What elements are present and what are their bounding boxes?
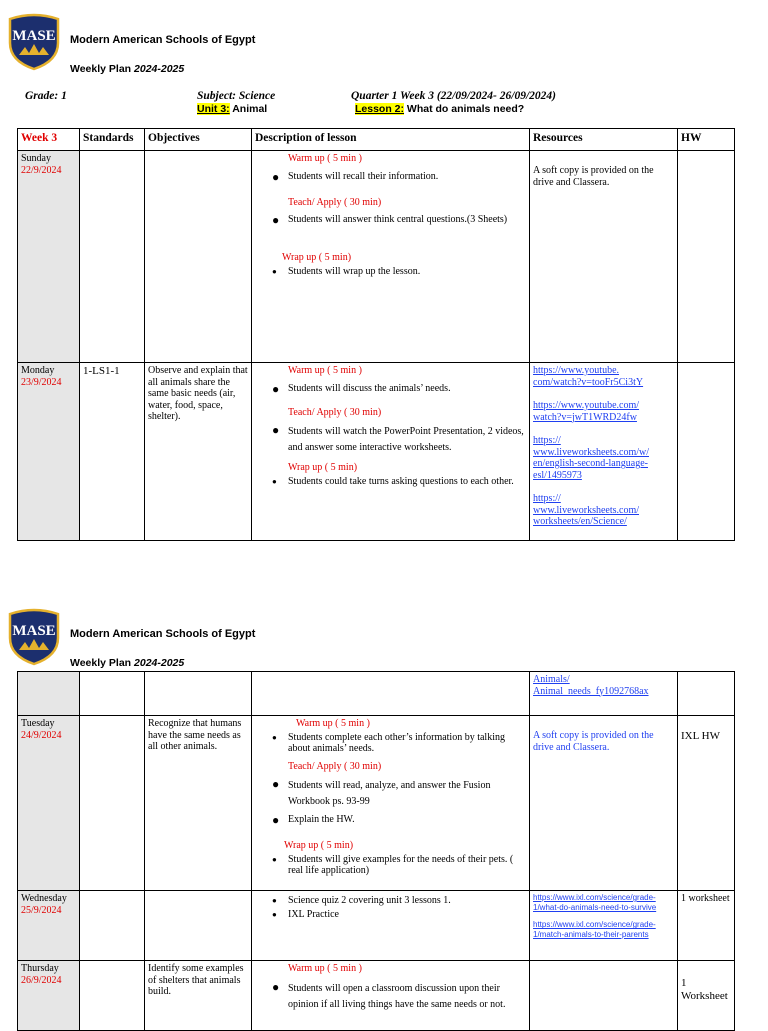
weekly-plan-title xyxy=(70,63,184,75)
plan-years: 2024-2025 xyxy=(134,63,185,75)
description-cell xyxy=(252,151,530,363)
subject-label: Subject: Science xyxy=(197,90,276,102)
table-row xyxy=(18,891,735,961)
bullet-icon: ● xyxy=(272,266,277,276)
resource-link[interactable]: https://www.youtube. com/watch?v=tooFr5Ci3tY xyxy=(533,365,644,388)
col-week: Week 3 xyxy=(18,129,80,151)
hw-cell xyxy=(678,716,735,891)
teach-apply-heading: Teach/ Apply ( 30 min) xyxy=(288,196,382,208)
hw-cell xyxy=(678,891,735,961)
hw-text: 1 Worksheet xyxy=(681,977,728,1002)
lesson-label xyxy=(355,103,524,115)
quarter-label: Quarter 1 Week 3 (22/09/2024- 26/09/2024) xyxy=(351,90,556,102)
bullet-icon: ● xyxy=(272,910,277,919)
bullet-text: IXL Practice xyxy=(288,909,339,920)
bullet-text: Students will watch the PowerPoint Presentation, 2 videos, and answer some interactive worksheets. xyxy=(288,426,524,453)
standards-cell xyxy=(80,961,145,1031)
bullet-text: Students will open a classroom discussion upon their opinion if all living things have the same needs or not. xyxy=(288,982,506,1010)
resource-link[interactable]: https:// www.liveworksheets.com/w/ en/english-second-language- esl/1495973 xyxy=(533,435,649,481)
standards-cell xyxy=(80,672,145,716)
day-cell xyxy=(18,363,80,541)
svg-text:MASE: MASE xyxy=(12,623,56,639)
description-cell xyxy=(252,672,530,716)
standards-cell xyxy=(80,891,145,961)
bullet-icon: ● xyxy=(272,777,280,791)
warm-up-heading: Warm up ( 5 min ) xyxy=(288,963,362,974)
hw-text: IXL HW xyxy=(681,730,720,742)
col-standards: Standards xyxy=(80,129,145,151)
col-resources: Resources xyxy=(530,129,678,151)
warm-up-heading: Warm up ( 5 min ) xyxy=(288,365,362,376)
resources-cell xyxy=(530,363,678,541)
objectives-cell: Recognize that humans have the same needs as all other animals. xyxy=(145,716,252,891)
bullet-icon: ● xyxy=(272,854,277,864)
col-hw: HW xyxy=(678,129,735,151)
objectives-cell xyxy=(145,891,252,961)
plan-years: 2024-2025 xyxy=(134,657,185,669)
table-row xyxy=(18,363,735,541)
description-cell xyxy=(252,891,530,961)
description-cell xyxy=(252,961,530,1031)
unit-label xyxy=(197,103,267,115)
standards-cell xyxy=(80,151,145,363)
wrap-up-heading: Wrap up ( 5 min) xyxy=(284,840,354,851)
resources-cell xyxy=(530,672,678,716)
day-date: 23/9/2024 xyxy=(21,376,62,388)
warm-up-heading: Warm up ( 5 min ) xyxy=(296,718,370,729)
resources-text: A soft copy is provided on the drive and Classera. xyxy=(533,730,654,753)
school-logo xyxy=(7,13,61,71)
plan-label: Weekly Plan xyxy=(70,63,135,75)
hw-cell xyxy=(678,961,735,1031)
resources-cell xyxy=(530,716,678,891)
svg-text:MASE: MASE xyxy=(12,28,56,44)
hw-cell xyxy=(678,151,735,363)
weekly-plan-table-continued xyxy=(17,671,735,1031)
bullet-icon: ● xyxy=(272,381,280,396)
objectives-cell: Observe and explain that all animals share the same basic needs (air, water, food, space, shelter). xyxy=(145,363,252,541)
day-name: Monday xyxy=(21,365,55,376)
school-logo xyxy=(7,608,61,666)
unit-highlight: Unit 3: xyxy=(197,103,230,115)
day-cell xyxy=(18,672,80,716)
resource-link[interactable]: https://www.ixl.com/science/grade- 1/what-do-animals-need-to-survive xyxy=(533,893,657,912)
weekly-plan-table xyxy=(17,128,735,541)
hw-cell xyxy=(678,363,735,541)
bullet-text: Explain the HW. xyxy=(288,814,355,825)
bullet-icon: ● xyxy=(272,169,280,184)
day-date: 22/9/2024 xyxy=(21,164,62,176)
table-row xyxy=(18,961,735,1031)
day-name: Thursday xyxy=(21,963,59,974)
resources-cell xyxy=(530,151,678,363)
standards-cell xyxy=(80,716,145,891)
col-objectives: Objectives xyxy=(145,129,252,151)
hw-cell xyxy=(678,672,735,716)
objectives-cell xyxy=(145,672,252,716)
hw-text: 1 worksheet xyxy=(681,893,730,904)
day-cell xyxy=(18,151,80,363)
teach-apply-heading: Teach/ Apply ( 30 min) xyxy=(288,760,382,772)
grade-label: Grade: 1 xyxy=(25,90,67,102)
standards-cell: 1-LS1-1 xyxy=(80,363,145,541)
day-name: Wednesday xyxy=(21,893,67,904)
bullet-text: Students will recall their information. xyxy=(288,170,439,182)
col-description: Description of lesson xyxy=(252,129,530,151)
school-name: Modern American Schools of Egypt xyxy=(70,34,256,46)
day-cell xyxy=(18,961,80,1031)
day-cell xyxy=(18,716,80,891)
bullet-icon: ● xyxy=(272,979,280,994)
day-cell xyxy=(18,891,80,961)
bullet-text: Students will read, analyze, and answer the Fusion Workbook ps. 93-99 xyxy=(288,780,491,807)
day-date: 26/9/2024 xyxy=(21,974,62,986)
objectives-cell xyxy=(145,151,252,363)
wrap-up-heading: Wrap up ( 5 min) xyxy=(282,252,352,263)
bullet-text: Students will wrap up the lesson. xyxy=(288,265,421,277)
bullet-text: Students will discuss the animals’ needs. xyxy=(288,382,451,394)
resources-cell xyxy=(530,961,678,1031)
day-date: 24/9/2024 xyxy=(21,729,62,741)
description-cell xyxy=(252,716,530,891)
bullet-icon: ● xyxy=(272,423,280,437)
bullet-icon: ● xyxy=(272,813,280,827)
lesson-highlight: Lesson 2: xyxy=(355,103,405,115)
bullet-icon: ● xyxy=(272,476,277,486)
resources-cell xyxy=(530,891,678,961)
table-row xyxy=(18,716,735,891)
table-row xyxy=(18,672,735,716)
resource-link[interactable]: https://www.youtube.com/ watch?v=jwT1WRD24fw xyxy=(533,400,640,423)
day-name: Sunday xyxy=(21,153,51,164)
weekly-plan-title xyxy=(70,657,184,669)
plan-label: Weekly Plan xyxy=(70,657,135,669)
lesson-value: What do animals need? xyxy=(404,103,525,115)
day-name: Tuesday xyxy=(21,718,55,729)
unit-value: Animal xyxy=(229,103,268,115)
resource-link[interactable]: https:// www.liveworksheets.com/ worksheets/en/Science/ xyxy=(533,493,639,527)
wrap-up-heading: Wrap up ( 5 min) xyxy=(288,462,358,473)
warm-up-heading: Warm up ( 5 min ) xyxy=(288,153,362,164)
bullet-icon: ● xyxy=(272,896,277,905)
bullet-text: Students complete each other’s information by talking about animals’ needs. xyxy=(288,731,505,754)
bullet-text: Students will answer think central questions.(3 Sheets) xyxy=(288,214,508,225)
bullet-text: Students could take turns asking questions to each other. xyxy=(288,475,514,487)
bullet-text: Science quiz 2 covering unit 3 lessons 1. xyxy=(288,895,451,906)
resource-link[interactable]: https://www.ixl.com/science/grade- 1/match-animals-to-their-parents xyxy=(533,920,656,939)
objectives-cell: Identify some examples of shelters that animals build. xyxy=(145,961,252,1031)
bullet-icon: ● xyxy=(272,213,280,227)
resources-text: A soft copy is provided on the drive and Classera. xyxy=(533,165,654,188)
school-name: Modern American Schools of Egypt xyxy=(70,628,256,640)
teach-apply-heading: Teach/ Apply ( 30 min) xyxy=(288,406,382,418)
bullet-text: Students will give examples for the needs of their pets. ( real life application) xyxy=(288,853,514,876)
day-date: 25/9/2024 xyxy=(21,904,62,916)
resource-link[interactable]: Animals/ Animal_needs_fy1092768ax xyxy=(533,674,649,697)
table-row xyxy=(18,151,735,363)
bullet-icon: ● xyxy=(272,732,277,742)
description-cell xyxy=(252,363,530,541)
